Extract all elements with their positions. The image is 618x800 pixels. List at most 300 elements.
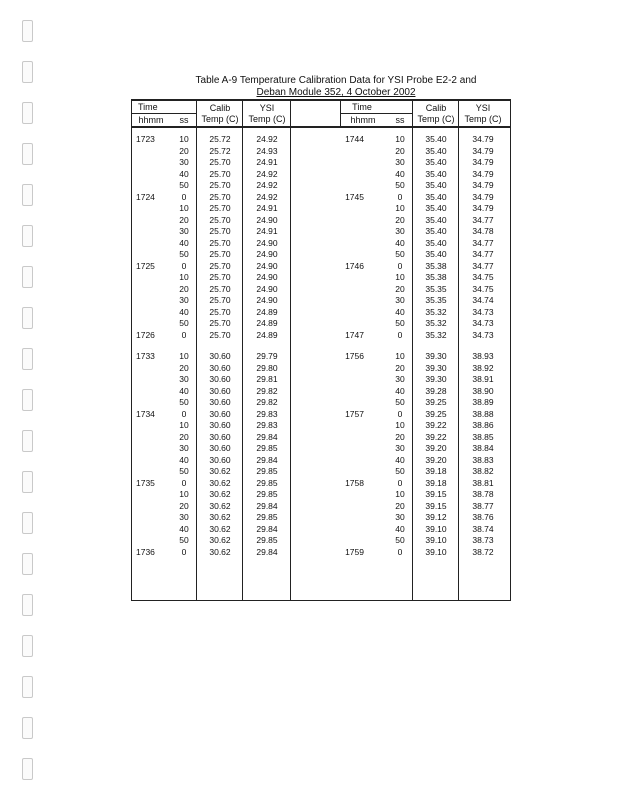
time-ss-cell-right: 50: [395, 535, 405, 545]
table-row: [132, 455, 510, 467]
calib-temp-cell-right: 35.35: [425, 283, 447, 294]
time-ss-cell: 50: [179, 535, 189, 545]
binder-hole: [22, 61, 33, 83]
calib-temp-cell-right: 39.22: [425, 431, 447, 442]
binder-hole: [22, 717, 33, 739]
time-ss-cell-right: 0: [397, 477, 403, 488]
ysi-temp-cell-right: 34.77: [472, 214, 494, 225]
calib-temp-cell: 30.60: [209, 397, 231, 407]
header-ss-left: ss: [179, 115, 189, 125]
time-ss-cell-right: 30: [395, 443, 405, 453]
header-ysi-right: YSI: [475, 103, 491, 113]
calib-temp-cell-right: 35.40: [425, 180, 447, 190]
calib-temp-cell: 30.60: [209, 385, 231, 396]
calib-temp-cell: 25.70: [209, 226, 231, 236]
ysi-temp-cell: 24.93: [256, 145, 278, 156]
ysi-temp-cell: 29.84: [256, 431, 278, 442]
table-title: [130, 75, 542, 99]
calib-temp-cell: 25.70: [209, 191, 231, 202]
table-row: [132, 180, 510, 192]
time-hhmm-cell: 1724: [136, 191, 155, 202]
time-ss-cell: 10: [179, 203, 189, 213]
header-separator: [132, 126, 510, 128]
time-ss-cell-right: 20: [395, 431, 405, 442]
ysi-temp-cell-right: 34.77: [472, 249, 494, 259]
ysi-temp-cell: 29.79: [256, 351, 278, 361]
calib-temp-cell-right: 35.35: [425, 295, 447, 305]
calib-temp-cell-right: 35.40: [425, 237, 447, 248]
calib-temp-cell-right: 39.18: [425, 477, 447, 488]
calib-temp-cell: 25.70: [209, 306, 231, 317]
time-ss-cell: 0: [181, 408, 187, 419]
calib-temp-cell: 30.60: [209, 443, 231, 453]
table-row: [132, 524, 510, 536]
binder-holes: [22, 20, 36, 790]
time-hhmm-cell: 1736: [136, 546, 155, 557]
binder-hole: [22, 266, 33, 288]
table-row: [132, 409, 510, 421]
ysi-temp-cell: 24.90: [256, 295, 278, 305]
ysi-temp-cell-right: 34.75: [472, 272, 494, 282]
ysi-temp-cell-right: 34.79: [472, 168, 494, 179]
header-hhmm-right: hhmm: [350, 115, 376, 125]
ysi-temp-cell-right: 34.73: [472, 318, 494, 328]
time-ss-cell: 0: [181, 329, 187, 340]
calib-temp-cell: 30.60: [209, 374, 231, 384]
ysi-temp-cell: 29.82: [256, 385, 278, 396]
time-ss-cell: 20: [179, 283, 189, 294]
time-ss-cell: 40: [179, 385, 189, 396]
ysi-temp-cell-right: 34.79: [472, 145, 494, 156]
time-hhmm-cell: 1733: [136, 351, 155, 361]
calib-temp-cell-right: 35.40: [425, 145, 447, 156]
title-line-2: Deban Module 352, 4 October 2002: [256, 87, 416, 98]
table-row: [132, 443, 510, 455]
binder-hole: [22, 102, 33, 124]
binder-hole: [22, 348, 33, 370]
table-row: [132, 374, 510, 386]
time-ss-cell-right: 40: [395, 237, 405, 248]
ysi-temp-cell-right: 34.79: [472, 180, 494, 190]
time-ss-cell-right: 20: [395, 362, 405, 373]
time-ss-cell: 40: [179, 523, 189, 534]
title-line-1: Table A-9 Temperature Calibration Data for YSI Probe E2-2 and: [195, 75, 477, 86]
time-ss-cell-right: 20: [395, 214, 405, 225]
ysi-temp-cell: 24.90: [256, 283, 278, 294]
ysi-temp-cell: 29.80: [256, 362, 278, 373]
time-ss-cell: 40: [179, 237, 189, 248]
table-body: [132, 134, 510, 558]
ysi-temp-cell: 24.92: [256, 180, 278, 190]
header-time-right: Time: [352, 102, 372, 112]
time-ss-cell: 50: [179, 318, 189, 328]
calib-temp-cell: 25.70: [209, 318, 231, 328]
calib-temp-cell: 25.70: [209, 249, 231, 259]
ysi-temp-cell-right: 34.73: [472, 329, 494, 340]
header-calib-temp-right: Temp (C): [417, 114, 455, 124]
binder-hole: [22, 430, 33, 452]
ysi-temp-cell: 29.85: [256, 477, 278, 488]
calib-temp-cell: 30.60: [209, 431, 231, 442]
binder-hole: [22, 758, 33, 780]
table-row: [132, 215, 510, 227]
ysi-temp-cell-right: 38.88: [472, 408, 494, 419]
ysi-temp-cell-right: 38.92: [472, 362, 494, 373]
time-ss-cell: 30: [179, 512, 189, 522]
time-ss-cell-right: 20: [395, 283, 405, 294]
ysi-temp-cell-right: 38.73: [472, 535, 494, 545]
calib-temp-cell: 25.70: [209, 214, 231, 225]
ysi-temp-cell-right: 38.74: [472, 523, 494, 534]
time-ss-cell: 10: [179, 134, 189, 144]
ysi-temp-cell: 24.91: [256, 203, 278, 213]
time-ss-cell: 30: [179, 157, 189, 167]
calib-temp-cell: 25.70: [209, 329, 231, 340]
binder-hole: [22, 307, 33, 329]
ysi-temp-cell-right: 34.74: [472, 295, 494, 305]
header-calib-right: Calib: [425, 103, 447, 113]
table-row: [132, 307, 510, 319]
time-ss-cell: 50: [179, 180, 189, 190]
calib-temp-cell: 30.60: [209, 351, 231, 361]
calib-temp-cell-right: 35.32: [425, 329, 447, 340]
calib-temp-cell-right: 39.25: [425, 408, 447, 419]
time-ss-cell: 10: [179, 272, 189, 282]
calib-temp-cell-right: 39.15: [425, 489, 447, 499]
table-row: [132, 295, 510, 307]
header-hhmm-left: hhmm: [138, 115, 164, 125]
time-ss-cell-right: 10: [395, 134, 405, 144]
calib-temp-cell-right: 35.40: [425, 203, 447, 213]
ysi-temp-cell-right: 34.75: [472, 283, 494, 294]
ysi-temp-cell-right: 38.90: [472, 385, 494, 396]
time-ss-cell-right: 10: [395, 351, 405, 361]
table-row: [132, 386, 510, 398]
time-ss-cell-right: 0: [397, 408, 403, 419]
time-hhmm-cell-right: 1756: [345, 351, 364, 361]
time-ss-cell-right: 20: [395, 500, 405, 511]
calib-temp-cell-right: 35.38: [425, 272, 447, 282]
table-row: [132, 397, 510, 409]
calib-temp-cell: 30.60: [209, 420, 231, 430]
ysi-temp-cell: 24.89: [256, 329, 278, 340]
calib-temp-cell-right: 39.30: [425, 362, 447, 373]
calib-temp-cell: 30.62: [209, 523, 231, 534]
time-ss-cell-right: 10: [395, 420, 405, 430]
time-ss-cell: 10: [179, 351, 189, 361]
ysi-temp-cell: 24.90: [256, 260, 278, 271]
time-hhmm-cell-right: 1747: [345, 329, 364, 340]
table-row: [132, 284, 510, 296]
ysi-temp-cell: 24.92: [256, 168, 278, 179]
time-hhmm-cell-right: 1757: [345, 408, 364, 419]
ysi-temp-cell: 29.85: [256, 512, 278, 522]
time-ss-cell-right: 30: [395, 512, 405, 522]
table-row: [132, 226, 510, 238]
calib-temp-cell-right: 39.20: [425, 454, 447, 465]
ysi-temp-cell-right: 34.73: [472, 306, 494, 317]
time-ss-cell: 0: [181, 546, 187, 557]
calib-temp-cell: 30.62: [209, 512, 231, 522]
ysi-temp-cell-right: 34.77: [472, 237, 494, 248]
binder-hole: [22, 389, 33, 411]
table-row: [132, 238, 510, 250]
time-hhmm-cell-right: 1746: [345, 260, 364, 271]
calib-temp-cell-right: 35.32: [425, 318, 447, 328]
table-row: [132, 318, 510, 330]
table-row: [132, 547, 510, 559]
calib-temp-cell-right: 39.30: [425, 374, 447, 384]
header-ysi-temp-left: Temp (C): [248, 114, 286, 124]
time-ss-cell: 30: [179, 226, 189, 236]
table-header: [132, 101, 510, 126]
header-ss-right: ss: [395, 115, 405, 125]
calib-temp-cell-right: 35.40: [425, 191, 447, 202]
time-ss-cell: 0: [181, 191, 187, 202]
time-ss-cell-right: 0: [397, 546, 403, 557]
ysi-temp-cell-right: 34.79: [472, 203, 494, 213]
calib-temp-cell: 25.70: [209, 260, 231, 271]
time-ss-cell: 30: [179, 295, 189, 305]
row-gap: [132, 341, 510, 351]
time-ss-cell-right: 50: [395, 180, 405, 190]
binder-hole: [22, 635, 33, 657]
calib-temp-cell: 30.60: [209, 362, 231, 373]
calib-temp-cell: 25.70: [209, 180, 231, 190]
calib-temp-cell: 25.70: [209, 203, 231, 213]
ysi-temp-cell-right: 38.76: [472, 512, 494, 522]
calib-temp-cell: 30.62: [209, 546, 231, 557]
calib-temp-cell-right: 35.40: [425, 249, 447, 259]
binder-hole: [22, 225, 33, 247]
table-row: [132, 489, 510, 501]
ysi-temp-cell-right: 38.82: [472, 466, 494, 476]
table-row: [132, 261, 510, 273]
table-row: [132, 420, 510, 432]
ysi-temp-cell-right: 38.77: [472, 500, 494, 511]
time-hhmm-cell: 1735: [136, 477, 155, 488]
calib-temp-cell: 30.60: [209, 454, 231, 465]
header-ysi-temp-right: Temp (C): [464, 114, 502, 124]
ysi-temp-cell: 24.89: [256, 318, 278, 328]
calib-temp-cell: 30.62: [209, 489, 231, 499]
time-ss-cell-right: 40: [395, 385, 405, 396]
time-ss-cell: 20: [179, 214, 189, 225]
ysi-temp-cell: 24.92: [256, 134, 278, 144]
calibration-table: [131, 99, 511, 601]
calib-temp-cell: 25.70: [209, 272, 231, 282]
ysi-temp-cell: 24.92: [256, 191, 278, 202]
ysi-temp-cell: 24.90: [256, 237, 278, 248]
ysi-temp-cell-right: 38.72: [472, 546, 494, 557]
table-row: [132, 203, 510, 215]
calib-temp-cell-right: 35.40: [425, 168, 447, 179]
table-row: [132, 432, 510, 444]
calib-temp-cell-right: 39.15: [425, 500, 447, 511]
calib-temp-cell-right: 39.20: [425, 443, 447, 453]
time-hhmm-cell-right: 1744: [345, 134, 364, 144]
time-ss-cell: 30: [179, 443, 189, 453]
time-ss-cell: 10: [179, 420, 189, 430]
ysi-temp-cell: 29.83: [256, 408, 278, 419]
ysi-temp-cell-right: 38.84: [472, 443, 494, 453]
time-ss-cell-right: 10: [395, 489, 405, 499]
ysi-temp-cell-right: 34.79: [472, 191, 494, 202]
calib-temp-cell: 30.62: [209, 535, 231, 545]
calib-temp-cell: 25.70: [209, 157, 231, 167]
time-ss-cell: 30: [179, 374, 189, 384]
time-ss-cell-right: 30: [395, 226, 405, 236]
calib-temp-cell: 30.62: [209, 500, 231, 511]
ysi-temp-cell-right: 38.93: [472, 351, 494, 361]
ysi-temp-cell: 29.84: [256, 523, 278, 534]
ysi-temp-cell: 29.84: [256, 454, 278, 465]
time-ss-cell-right: 30: [395, 374, 405, 384]
calib-temp-cell-right: 35.40: [425, 134, 447, 144]
time-ss-cell: 20: [179, 362, 189, 373]
calib-temp-cell-right: 39.28: [425, 385, 447, 396]
ysi-temp-cell: 24.90: [256, 214, 278, 225]
calib-temp-cell-right: 39.18: [425, 466, 447, 476]
time-ss-cell: 40: [179, 454, 189, 465]
time-ss-cell-right: 30: [395, 295, 405, 305]
header-calib-left: Calib: [209, 103, 231, 113]
calib-temp-cell: 30.62: [209, 466, 231, 476]
time-ss-cell-right: 40: [395, 168, 405, 179]
time-ss-cell: 20: [179, 500, 189, 511]
header-time-left: Time: [138, 102, 158, 112]
ysi-temp-cell: 24.91: [256, 157, 278, 167]
ysi-temp-cell: 24.90: [256, 249, 278, 259]
time-ss-cell: 10: [179, 489, 189, 499]
calib-temp-cell: 30.60: [209, 408, 231, 419]
ysi-temp-cell-right: 38.89: [472, 397, 494, 407]
binder-hole: [22, 512, 33, 534]
binder-hole: [22, 184, 33, 206]
calib-temp-cell-right: 39.10: [425, 546, 447, 557]
time-hhmm-cell-right: 1758: [345, 477, 364, 488]
time-hhmm-cell: 1725: [136, 260, 155, 271]
ysi-temp-cell: 24.91: [256, 226, 278, 236]
time-hhmm-cell: 1734: [136, 408, 155, 419]
time-ss-cell: 20: [179, 431, 189, 442]
time-hhmm-cell: 1726: [136, 329, 155, 340]
ysi-temp-cell-right: 38.85: [472, 431, 494, 442]
calib-temp-cell: 25.70: [209, 168, 231, 179]
binder-hole: [22, 553, 33, 575]
calib-temp-cell: 30.62: [209, 477, 231, 488]
calib-temp-cell: 25.70: [209, 237, 231, 248]
ysi-temp-cell: 29.81: [256, 374, 278, 384]
calib-temp-cell-right: 39.22: [425, 420, 447, 430]
binder-hole: [22, 143, 33, 165]
time-ss-cell: 0: [181, 477, 187, 488]
time-ss-cell-right: 0: [397, 260, 403, 271]
table-row: [132, 146, 510, 158]
time-ss-cell: 40: [179, 168, 189, 179]
calib-temp-cell: 25.70: [209, 283, 231, 294]
calib-temp-cell: 25.72: [209, 145, 231, 156]
time-ss-cell-right: 50: [395, 318, 405, 328]
ysi-temp-cell: 29.85: [256, 466, 278, 476]
time-ss-cell: 0: [181, 260, 187, 271]
time-ss-cell: 50: [179, 466, 189, 476]
binder-hole: [22, 676, 33, 698]
calib-temp-cell: 25.72: [209, 134, 231, 144]
time-hhmm-cell: 1723: [136, 134, 155, 144]
ysi-temp-cell: 29.85: [256, 535, 278, 545]
time-ss-cell: 20: [179, 145, 189, 156]
calib-temp-cell-right: 35.40: [425, 214, 447, 225]
table-row: [132, 501, 510, 513]
ysi-temp-cell-right: 38.83: [472, 454, 494, 465]
time-ss-cell: 50: [179, 249, 189, 259]
calib-temp-cell-right: 39.10: [425, 535, 447, 545]
table-row: [132, 157, 510, 169]
calib-temp-cell-right: 35.38: [425, 260, 447, 271]
header-ysi-left: YSI: [259, 103, 275, 113]
ysi-temp-cell-right: 38.81: [472, 477, 494, 488]
table-row: [132, 272, 510, 284]
time-ss-cell-right: 20: [395, 145, 405, 156]
calib-temp-cell-right: 35.32: [425, 306, 447, 317]
table-row: [132, 249, 510, 261]
table-row: [132, 363, 510, 375]
calib-temp-cell-right: 39.10: [425, 523, 447, 534]
ysi-temp-cell-right: 34.79: [472, 157, 494, 167]
ysi-temp-cell-right: 34.77: [472, 260, 494, 271]
time-ss-cell-right: 0: [397, 329, 403, 340]
table-row: [132, 351, 510, 363]
time-ss-cell-right: 40: [395, 523, 405, 534]
time-ss-cell-right: 50: [395, 466, 405, 476]
calib-temp-cell-right: 35.40: [425, 226, 447, 236]
ysi-temp-cell-right: 38.91: [472, 374, 494, 384]
ysi-temp-cell: 29.82: [256, 397, 278, 407]
ysi-temp-cell: 24.90: [256, 272, 278, 282]
calib-temp-cell-right: 39.25: [425, 397, 447, 407]
ysi-temp-cell-right: 34.78: [472, 226, 494, 236]
time-ss-cell-right: 30: [395, 157, 405, 167]
time-ss-cell-right: 10: [395, 272, 405, 282]
calib-temp-cell: 25.70: [209, 295, 231, 305]
time-ss-cell-right: 40: [395, 454, 405, 465]
table-row: [132, 535, 510, 547]
ysi-temp-cell: 29.84: [256, 500, 278, 511]
ysi-temp-cell: 29.83: [256, 420, 278, 430]
ysi-temp-cell: 29.85: [256, 443, 278, 453]
ysi-temp-cell-right: 38.78: [472, 489, 494, 499]
time-ss-cell-right: 50: [395, 397, 405, 407]
time-ss-cell-right: 50: [395, 249, 405, 259]
ysi-temp-cell: 29.84: [256, 546, 278, 557]
ysi-temp-cell: 24.89: [256, 306, 278, 317]
time-ss-cell: 40: [179, 306, 189, 317]
calib-temp-cell-right: 39.30: [425, 351, 447, 361]
ysi-temp-cell: 29.85: [256, 489, 278, 499]
table-row: [132, 512, 510, 524]
ysi-temp-cell-right: 38.86: [472, 420, 494, 430]
time-ss-cell-right: 40: [395, 306, 405, 317]
time-hhmm-cell-right: 1759: [345, 546, 364, 557]
time-ss-cell: 50: [179, 397, 189, 407]
calib-temp-cell-right: 35.40: [425, 157, 447, 167]
calib-temp-cell-right: 39.12: [425, 512, 447, 522]
header-calib-temp-left: Temp (C): [201, 114, 239, 124]
ysi-temp-cell-right: 34.79: [472, 134, 494, 144]
binder-hole: [22, 594, 33, 616]
table-row: [132, 134, 510, 146]
